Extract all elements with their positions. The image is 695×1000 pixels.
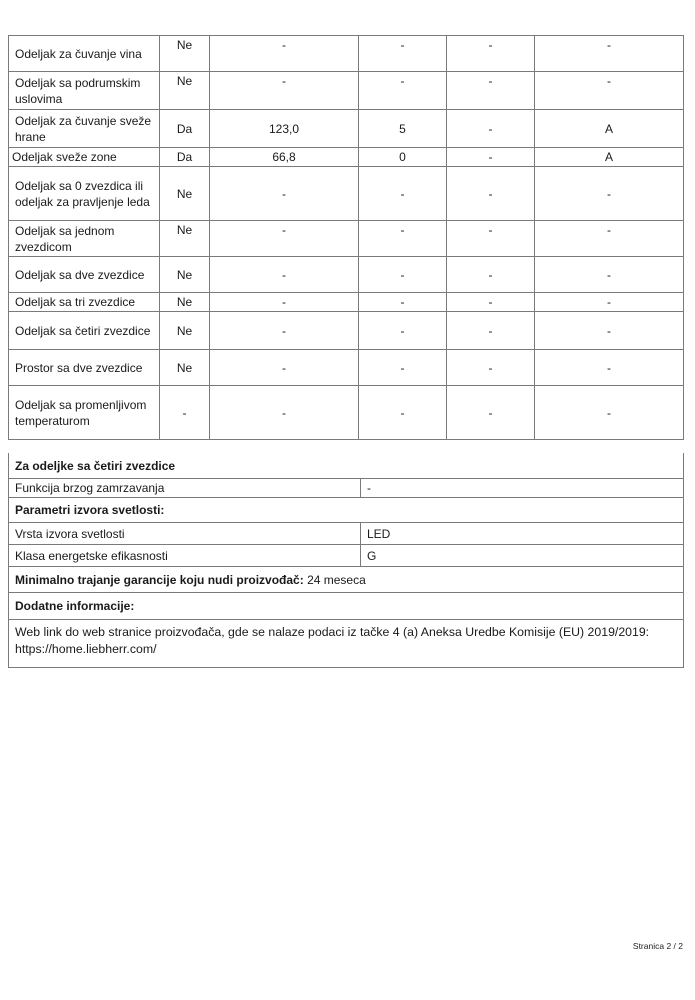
compartment-temp: 5 <box>359 110 447 148</box>
compartment-col5: - <box>535 36 684 72</box>
light-type-label: Vrsta izvora svetlosti <box>15 526 125 541</box>
table-row <box>9 293 684 312</box>
energy-class-label: Klasa energetske efikasnosti <box>15 548 168 563</box>
warranty-row <box>8 567 684 593</box>
compartment-temp: - <box>359 312 447 350</box>
light-type-row <box>8 523 684 545</box>
compartment-present: - <box>160 386 210 440</box>
compartment-volume: - <box>210 386 359 440</box>
compartment-present: Ne <box>160 36 210 72</box>
compartment-col5: - <box>535 257 684 293</box>
compartment-temp: - <box>359 293 447 312</box>
light-heading-row <box>8 498 684 523</box>
compartment-present: Da <box>160 148 210 167</box>
compartment-volume: - <box>210 350 359 386</box>
compartment-volume: - <box>210 167 359 221</box>
compartment-volume: - <box>210 312 359 350</box>
compartment-col4: - <box>447 293 535 312</box>
compartment-present: Ne <box>160 167 210 221</box>
compartment-col5: - <box>535 221 684 257</box>
table-row <box>9 312 684 350</box>
additional-heading: Dodatne informacije: <box>15 599 135 613</box>
compartment-temp: - <box>359 221 447 257</box>
light-type-value: LED <box>360 523 683 544</box>
compartment-name: Odeljak sa 0 zvezdica ili odeljak za pravljenje leda <box>9 167 160 221</box>
compartment-col5: - <box>535 167 684 221</box>
warranty-text <box>9 567 683 592</box>
table-row <box>9 386 684 440</box>
compartment-name: Prostor sa dve zvezdice <box>9 350 160 386</box>
additional-text-row <box>8 620 684 668</box>
four-star-heading: Za odeljke sa četiri zvezdice <box>15 458 176 473</box>
compartment-volume: 66,8 <box>210 148 359 167</box>
compartment-name: Odeljak sa dve zvezdice <box>9 257 160 293</box>
compartment-col4: - <box>447 312 535 350</box>
compartment-present: Ne <box>160 350 210 386</box>
compartment-col5: - <box>535 293 684 312</box>
warranty-label: Minimalno trajanje garancije koju nudi proizvođač: <box>15 572 304 587</box>
compartment-name: Odeljak sa jednom zvezdicom <box>9 221 160 257</box>
compartment-col4: - <box>447 350 535 386</box>
fast-freeze-row <box>8 479 684 498</box>
four-star-heading-row <box>8 453 684 479</box>
table-row <box>9 350 684 386</box>
compartment-temp: - <box>359 36 447 72</box>
compartment-volume: - <box>210 72 359 110</box>
compartment-col5: A <box>535 148 684 167</box>
compartment-col5: - <box>535 350 684 386</box>
compartment-temp: - <box>359 350 447 386</box>
compartment-present: Ne <box>160 312 210 350</box>
compartment-volume: - <box>210 36 359 72</box>
compartment-table <box>8 35 684 440</box>
compartment-col5: - <box>535 386 684 440</box>
compartment-name: Odeljak sa četiri zvezdice <box>9 312 160 350</box>
compartment-present: Ne <box>160 72 210 110</box>
compartment-col4: - <box>447 221 535 257</box>
energy-class-value: G <box>360 545 683 566</box>
compartment-volume: - <box>210 257 359 293</box>
compartment-col4: - <box>447 257 535 293</box>
fast-freeze-label: Funkcija brzog zamrzavanja <box>15 481 165 495</box>
table-row <box>9 167 684 221</box>
compartment-volume: - <box>210 293 359 312</box>
compartment-present: Da <box>160 110 210 148</box>
energy-class-row <box>8 545 684 567</box>
compartment-col4: - <box>447 110 535 148</box>
compartment-name: Odeljak za čuvanje vina <box>9 36 160 72</box>
compartment-col4: - <box>447 148 535 167</box>
compartment-temp: - <box>359 386 447 440</box>
additional-text: Web link do web stranice proizvođača, gde se nalaze podaci iz tačke 4 (a) Aneksa Uredbe Komisije (EU) 2019/2019: https://home.liebherr.com/ <box>15 625 650 656</box>
compartment-col5: - <box>535 312 684 350</box>
compartment-temp: - <box>359 72 447 110</box>
table-row <box>9 110 684 148</box>
warranty-value: 24 meseca <box>307 572 366 587</box>
table-row <box>9 221 684 257</box>
table-row <box>9 257 684 293</box>
compartment-present: Ne <box>160 221 210 257</box>
page-number: Stranica 2 / 2 <box>632 941 683 951</box>
compartment-name: Odeljak sa podrumskim uslovima <box>9 72 160 110</box>
compartment-name: Odeljak za čuvanje sveže hrane <box>9 110 160 148</box>
table-row <box>9 148 684 167</box>
compartment-col5: A <box>535 110 684 148</box>
compartment-volume: - <box>210 221 359 257</box>
compartment-volume: 123,0 <box>210 110 359 148</box>
compartment-name: Odeljak sa promenljivom temperaturom <box>9 386 160 440</box>
additional-heading-row <box>8 593 684 620</box>
compartment-name: Odeljak sveže zone <box>9 148 160 167</box>
light-heading: Parametri izvora svetlosti: <box>15 503 165 517</box>
compartment-temp: - <box>359 167 447 221</box>
compartment-temp: 0 <box>359 148 447 167</box>
compartment-col4: - <box>447 72 535 110</box>
table-row <box>9 72 684 110</box>
compartment-present: Ne <box>160 293 210 312</box>
compartment-temp: - <box>359 257 447 293</box>
table-row <box>9 36 684 72</box>
compartment-present: Ne <box>160 257 210 293</box>
fast-freeze-value: - <box>360 479 683 497</box>
compartment-col5: - <box>535 72 684 110</box>
compartment-name: Odeljak sa tri zvezdice <box>9 293 160 312</box>
compartment-col4: - <box>447 167 535 221</box>
compartment-col4: - <box>447 386 535 440</box>
compartment-col4: - <box>447 36 535 72</box>
